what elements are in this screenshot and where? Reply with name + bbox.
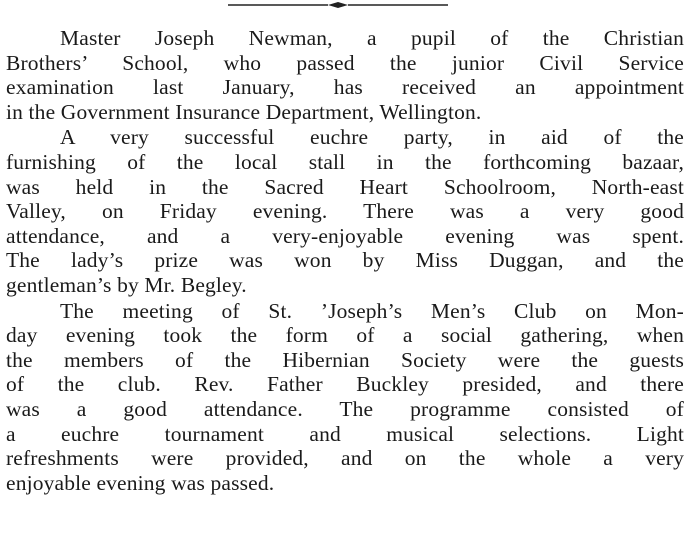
section-divider-rule	[228, 0, 448, 10]
text-line: Master Joseph Newman, a pupil of the Christian	[60, 26, 684, 50]
text-line: the members of the Hibernian Society were the guests	[6, 347, 684, 372]
text-line: in the Government Insurance Department, Wellington.	[6, 99, 482, 124]
text-line: of the club. Rev. Father Buckley presided, and there	[6, 372, 684, 397]
text-line: attendance, and a very-enjoyable evening was spent.	[6, 223, 684, 248]
text-line: day evening took the form of a social gathering, when	[6, 323, 684, 348]
text-line: furnishing of the local stall in the forthcoming bazaar,	[6, 149, 684, 174]
text-line: was held in the Sacred Heart Schoolroom, North-east	[6, 174, 684, 199]
text-line: A very successful euchre party, in aid of the	[60, 125, 684, 150]
text-line: enjoyable evening was passed.	[6, 470, 275, 495]
text-line: The lady’s prize was won by Miss Duggan, and the	[6, 248, 684, 273]
article-column	[6, 26, 684, 495]
text-line: refreshments were provided, and on the whole a very	[6, 446, 684, 471]
text-line: a euchre tournament and musical selections. Light	[6, 421, 684, 446]
paragraph-newman-appointment	[6, 26, 684, 124]
text-line: was a good attendance. The programme consisted of	[6, 396, 684, 421]
paragraph-mens-club-meeting	[6, 299, 684, 496]
text-line: gentleman’s by Mr. Begley.	[6, 272, 247, 297]
text-line: The meeting of St. ’Joseph’s Men’s Club on Mon-	[60, 298, 684, 323]
paragraph-euchre-party	[6, 125, 684, 297]
text-line: Valley, on Friday evening. There was a very good	[6, 199, 684, 224]
text-line: Brothers’ School, who passed the junior Civil Service	[6, 50, 684, 75]
text-line: examination last January, has received an appointment	[6, 75, 684, 100]
